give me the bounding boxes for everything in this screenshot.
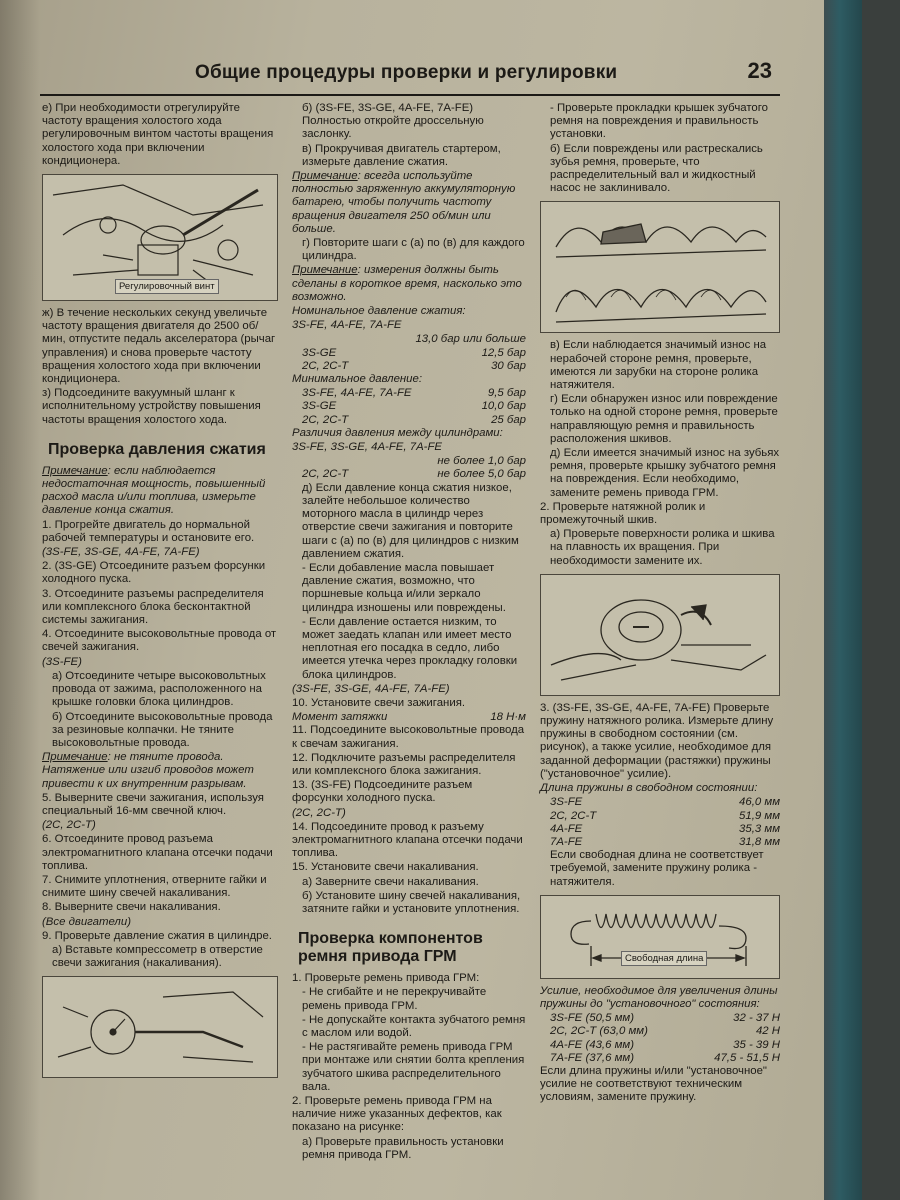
note-compression: Примечание: если наблюдается недостаточная мощность, повышенный расход масла и/или топлива, измерьте давление конца сжатия. (42, 464, 266, 517)
spec-value: не более 1,0 бар (437, 455, 526, 468)
col1-top-text (42, 102, 278, 168)
paragraph: - Если давление остается низким, то может заедать клапан или имеет место неплотная его посадка в седло, либо имеется утечка через прокладку головки блока цилиндров. (302, 615, 518, 681)
spec-row (292, 414, 526, 427)
paragraph: 8. Выверните свечи накаливания. (42, 901, 221, 914)
paragraph: б) Отсоедините высоковольтные провода за резиновые колпачки. Не тяните высоковольтные провода. (52, 710, 273, 749)
spec-key: 7A-FE (550, 835, 583, 848)
spec-row (540, 823, 780, 836)
spec-value: 13,0 бар или больше (415, 333, 526, 346)
paragraph: а) Заверните свечи накаливания. (302, 875, 479, 888)
column-2 (292, 102, 526, 1163)
spec-value: 47,5 - 51,5 Н (714, 1051, 780, 1064)
paragraph: а) Проверьте правильность установки ремня привода ГРМ. (302, 1135, 504, 1161)
paragraph: 1. Проверьте ремень привода ГРМ: (292, 972, 480, 985)
spec-row (540, 1025, 780, 1038)
paragraph: д) Если имеется значимый износ на зубьях ремня, проверьте крышку зубчатого ремня на повреждения. Если необходимо, замените ремень привода ГРМ. (550, 447, 780, 499)
free-length-note: Если свободная длина не соответствует требуемой, замените пружину ролика - натяжителя. (550, 849, 764, 888)
belt-teeth-icon (541, 202, 779, 332)
diff-engines: 3S-FE, 3S-GE, 4A-FE, 7A-FE (292, 441, 443, 454)
paragraph: 7. Снимите уплотнения, отверните гайки и снимите шину свечей накаливания. (42, 873, 267, 900)
paragraph: 3. Отсоедините разъемы распределителя или комплексного блока бесконтактной системы зажигания. (42, 587, 264, 627)
paragraph: б) Если повреждены или растрескались зубья ремня, проверьте, что распределительный вал и жидкостный насос не заклинивало. (550, 142, 763, 195)
paragraph: - Если добавление масла повышает давление сжатия, возможно, что поршневые кольца и/или зеркало цилиндра изношены или повреждены. (302, 561, 506, 614)
col1-steps-a (42, 519, 278, 750)
page-shadow (0, 0, 40, 1200)
paragraph: 12. Подключите разъемы распределителя или комплексного блока зажигания. (292, 751, 516, 777)
spec-value: 51,9 мм (739, 809, 780, 822)
spring-length-label: Свободная длина (621, 951, 707, 966)
paragraph: 15. Установите свечи накаливания. (292, 861, 479, 874)
col1-after-figure (42, 307, 278, 427)
paragraph: 14. Подсоедините провод к разъему электромагнитного клапана отсечки подачи топлива. (292, 820, 523, 860)
spec-key: 2C, 2C-T (63,0 мм) (550, 1025, 648, 1038)
paragraph: б) Установите шину свечей накаливания, затяните гайки и установите уплотнения. (302, 889, 521, 915)
spec-key: 2C, 2C-T (302, 413, 349, 426)
belt-wear-figure (540, 201, 780, 333)
paragraph: 9. Проверьте давление сжатия в цилиндре. (42, 929, 272, 942)
paragraph: (2C, 2C-T) (292, 806, 346, 819)
note-time: Примечание: измерения должны быть сделаны в короткое время, насколько это возможно. (292, 264, 522, 303)
paragraph: з) Подсоедините вакуумный шланг к исполнительному устройству повышения частоты вращения холостого хода. (42, 387, 261, 426)
page-header (40, 60, 780, 96)
paragraph: 11. Подсоедините высоковольтные провода к свечам зажигания. (292, 724, 525, 750)
paragraph: (3S-FE, 3S-GE, 4A-FE, 7A-FE) (292, 682, 450, 695)
spec-row (292, 468, 526, 481)
paragraph: - Не растягивайте ремень привода ГРМ при монтаже или снятии болта крепления зубчатого шкива распределительного вала. (302, 1041, 525, 1093)
column-3 (540, 102, 780, 1106)
col1-steps-b (42, 792, 278, 971)
spec-row (540, 1012, 780, 1025)
spec-key: 4A-FE (550, 822, 583, 835)
paragraph: в) Если наблюдается значимый износ на нерабочей стороне ремня, проверьте, имеются ли зарубки на стороне ролика натяжителя. (550, 339, 767, 392)
page-title: Общие процедуры проверки и регулировки (195, 62, 618, 83)
spec-row (540, 836, 780, 849)
spec-key: 7A-FE (37,6 мм) (550, 1051, 634, 1064)
torque-spec: Момент затяжки 18 Н·м (292, 711, 526, 724)
col2-top-text (292, 102, 526, 169)
spec-value: 35,3 мм (739, 822, 780, 835)
compressometer-icon (43, 977, 277, 1077)
spec-key: 2C, 2C-T (302, 468, 349, 481)
nominal-engines: 3S-FE, 4A-FE, 7A-FE (292, 319, 402, 332)
spec-value: 31,8 мм (739, 835, 780, 848)
note-battery: Примечание: всегда используйте полностью заряженную аккумуляторную батарею, чтобы получить частоту вращения двигателя 250 об/мин или больше. (292, 170, 516, 235)
figure-label: Регулировочный винт (115, 279, 219, 294)
col2-body3 (292, 972, 526, 1162)
tensioner-pulley-icon (541, 575, 779, 695)
diff-specs (292, 455, 526, 481)
spec-key: 2C, 2C-T (550, 809, 597, 822)
col3-top-text (540, 102, 780, 195)
paragraph: 4. Отсоедините высоковольтные провода от свечей зажигания. (42, 628, 277, 654)
page-number: 23 (747, 58, 772, 83)
note-wires: Примечание: не тяните провода. Натяжение или изгиб проводов может привести к их внутренним разрывам. (42, 751, 254, 790)
free-length-specs (540, 796, 780, 849)
idle-screw-figure (42, 174, 278, 301)
spec-row (292, 455, 526, 468)
section-heading-compression: Проверка давления сжатия (48, 440, 266, 458)
spec-key: 3S-FE (50,5 мм) (550, 1012, 634, 1025)
force-specs (540, 1012, 780, 1065)
paragraph: б) (3S-FE, 3S-GE, 4A-FE, 7A-FE) Полностью откройте дроссельную заслонку. (302, 102, 484, 141)
compressometer-figure (42, 976, 278, 1078)
spec-row (540, 810, 780, 823)
spec-value: 46,0 мм (739, 796, 780, 809)
repeat-step: г) Повторите шаги с (а) по (в) для каждого цилиндра. (302, 237, 525, 263)
spec-row (292, 400, 526, 413)
spec-value: 30 бар (491, 359, 526, 372)
paragraph: 2. (3S-GE) Отсоедините разъем форсунки холодного пуска. (42, 560, 266, 586)
spec-key: 3S-GE (302, 346, 337, 359)
paragraph: д) Если давление конца сжатия низкое, залейте небольшое количество моторного масла в цилиндр через отверстие свечи зажигания и повторите шаги с (а) по (в) для цилиндров с низким давлением сжатия. (302, 481, 519, 560)
paragraph: а) Отсоедините четыре высоковольтных провода от зажима, расположенного на крышке головки блока цилиндров. (52, 669, 266, 709)
spec-key: 3S-FE, 4A-FE, 7A-FE (302, 387, 412, 400)
col2-body2 (292, 724, 526, 916)
paragraph: 2. Проверьте ремень привода ГРМ на наличие ниже указанных дефектов, как показано на рисунке: (292, 1095, 502, 1134)
paragraph: 1. Прогрейте двигатель до нормальной рабочей температуры и остановите его. (42, 518, 255, 544)
free-length-title: Длина пружины в свободном состоянии: (540, 782, 758, 795)
paragraph: 3. (3S-FE, 3S-GE, 4A-FE, 7A-FE) Проверьте пружину натяжного ролика. Измерьте длину пружины в свободном состоянии (см. рисунок), а также усилие, необходимое для заданной деформации (растяжки) пружины ("установочное" усилие). (540, 701, 774, 780)
spec-row (540, 796, 780, 809)
paragraph: (3S-FE, 3S-GE, 4A-FE, 7A-FE) (42, 546, 200, 559)
spec-row (292, 333, 526, 346)
final-note: Если длина пружины и/или "установочное" усилие не соответствуют техническим условиям, замените пружину. (540, 1064, 767, 1104)
paragraph: г) Если обнаружен износ или повреждение только на одной стороне ремня, проверьте направляющую ремня и правильность расположения шкивов. (550, 393, 778, 445)
paragraph: (Все двигатели) (42, 915, 131, 928)
spec-row (292, 360, 526, 373)
col3-after-figure (540, 702, 780, 781)
spec-value: 12,5 бар (481, 346, 526, 359)
paragraph: - Не допускайте контакта зубчатого ремня с маслом или водой. (302, 1013, 526, 1039)
paragraph: 2. Проверьте натяжной ролик и промежуточный шкив. (540, 500, 706, 527)
paragraph: е) При необходимости отрегулируйте частоту вращения холостого хода регулировочным винтом частоты вращения холостого хода при включении кондиционера. (42, 102, 274, 167)
spec-key: 3S-FE (550, 796, 583, 809)
spec-value: 35 - 39 Н (733, 1038, 780, 1051)
spec-value: 32 - 37 Н (733, 1012, 780, 1025)
col2-body (292, 482, 526, 710)
spec-row (292, 347, 526, 360)
spec-value: 10,0 бар (481, 400, 526, 413)
paragraph: 6. Отсоедините провод разъема электромагнитного клапана отсечки подачи топлива. (42, 833, 273, 872)
spec-key: 4A-FE (43,6 мм) (550, 1038, 634, 1051)
paragraph: - Проверьте прокладки крышек зубчатого ремня на повреждения и правильность установки. (550, 102, 768, 141)
force-title: Усилие, необходимое для увеличения длины пружины до "установочного" состояния: (540, 984, 778, 1010)
paragraph: в) Прокручивая двигатель стартером, измерьте давление сжатия. (302, 142, 501, 168)
book-edge (824, 0, 862, 1200)
spec-value: 42 Н (755, 1025, 780, 1038)
paragraph: 10. Установите свечи зажигания. (292, 696, 466, 709)
section-heading-timing-belt: Проверка компонентов ремня привода ГРМ (298, 930, 483, 966)
spec-row (292, 387, 526, 400)
spec-row (540, 1039, 780, 1052)
tensioner-figure (540, 574, 780, 696)
paragraph: (2C, 2C-T) (42, 819, 96, 832)
paragraph: 5. Выверните свечи зажигания, используя специальный 16-мм свечной ключ. (42, 791, 264, 817)
spec-key: 3S-GE (302, 400, 337, 413)
spec-value: 25 бар (491, 413, 526, 426)
col3-mid-text (540, 339, 780, 567)
min-title: Минимальное давление: (292, 373, 423, 386)
paragraph: - Не сгибайте и не перекручивайте ремень привода ГРМ. (302, 986, 487, 1012)
spec-row (540, 1052, 780, 1065)
min-specs (292, 387, 526, 427)
diff-title: Различия давления между цилиндрами: (292, 426, 503, 439)
paragraph: а) Вставьте компрессометр в отверстие свечи зажигания (накаливания). (52, 943, 263, 970)
paragraph: 13. (3S-FE) Подсоедините разъем форсунки холодного пуска. (292, 779, 473, 805)
spec-key: 2C, 2C-T (302, 359, 349, 372)
paragraph: ж) В течение нескольких секунд увеличьте частоту вращения двигателя до 2500 об/мин, отпустите педаль акселератора (рычаг управления) и снова проверьте частоту вращения холостого хода при включении кондиционера. (42, 307, 276, 386)
spec-value: 9,5 бар (487, 387, 526, 400)
paragraph: а) Проверьте поверхности ролика и шкива на плавность их вращения. При необходимости замените их. (550, 528, 775, 567)
column-1 (42, 102, 278, 1084)
spec-value: не более 5,0 бар (437, 468, 526, 481)
spring-figure (540, 895, 780, 979)
paragraph: (3S-FE) (42, 655, 82, 668)
nominal-title: Номинальное давление сжатия: (292, 305, 466, 318)
nominal-specs (292, 333, 526, 373)
